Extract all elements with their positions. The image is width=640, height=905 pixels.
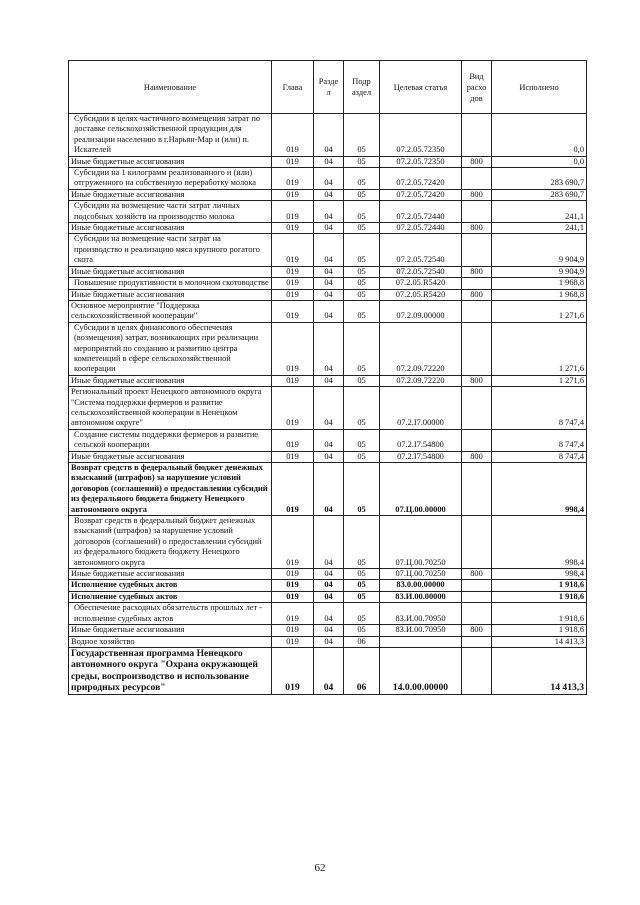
budget-table-container xyxy=(68,60,586,695)
row-name: Иные бюджетные ассигнования xyxy=(69,375,272,386)
row-vid: 800 xyxy=(462,156,492,167)
row-glava: 019 xyxy=(272,278,314,289)
table-row xyxy=(69,625,587,636)
row-name: Иные бюджетные ассигнования xyxy=(69,189,272,200)
row-vid: 800 xyxy=(462,625,492,636)
row-sum: 1 271,6 xyxy=(492,375,587,386)
row-razdel: 04 xyxy=(314,625,344,636)
row-vid xyxy=(462,201,492,223)
row-glava: 019 xyxy=(272,156,314,167)
row-name: Субсидии в целях частичного возмещения затрат по доставке сельскохозяйственной продукции для реализации населению в г.Нарьян-Мар и (или) п. Искателей xyxy=(69,114,272,157)
row-razdel: 04 xyxy=(314,223,344,234)
row-podrazdel: 05 xyxy=(344,156,380,167)
row-vid xyxy=(462,300,492,322)
row-podrazdel: 05 xyxy=(344,223,380,234)
header-podrazdel: Подр аздел xyxy=(344,61,380,114)
row-razdel: 04 xyxy=(314,289,344,300)
row-target xyxy=(380,636,462,647)
row-podrazdel: 05 xyxy=(344,603,380,625)
row-name: Иные бюджетные ассигнования xyxy=(69,156,272,167)
row-razdel: 04 xyxy=(314,429,344,451)
row-podrazdel: 05 xyxy=(344,168,380,190)
row-razdel: 04 xyxy=(314,234,344,266)
header-done: Исполнено xyxy=(492,61,587,114)
table-body xyxy=(69,114,587,695)
row-sum: 1 918,6 xyxy=(492,625,587,636)
row-name: Иные бюджетные ассигнования xyxy=(69,569,272,580)
row-podrazdel: 05 xyxy=(344,580,380,591)
row-vid: 800 xyxy=(462,451,492,462)
row-razdel: 04 xyxy=(314,189,344,200)
row-glava: 019 xyxy=(272,603,314,625)
row-vid xyxy=(462,603,492,625)
table-row xyxy=(69,201,587,223)
table-row xyxy=(69,463,587,516)
row-name: Обеспечение расходных обязательств прошлых лет - исполнение судебных актов xyxy=(69,603,272,625)
row-vid xyxy=(462,278,492,289)
table-row xyxy=(69,322,587,375)
row-sum: 0,0 xyxy=(492,114,587,157)
row-glava: 019 xyxy=(272,300,314,322)
row-razdel: 04 xyxy=(314,114,344,157)
row-sum: 998,4 xyxy=(492,569,587,580)
row-target: 83.И.00.70950 xyxy=(380,603,462,625)
row-sum: 998,4 xyxy=(492,463,587,516)
row-name: Субсидии на 1 килограмм реализованного и (или) отгруженного на собственную переработку молока xyxy=(69,168,272,190)
row-podrazdel: 05 xyxy=(344,375,380,386)
row-podrazdel: 05 xyxy=(344,569,380,580)
row-vid xyxy=(462,234,492,266)
row-target: 07.Ц.00.00000 xyxy=(380,463,462,516)
row-glava: 019 xyxy=(272,168,314,190)
row-target: 07.2.09.00000 xyxy=(380,300,462,322)
row-podrazdel: 05 xyxy=(344,266,380,277)
row-name: Иные бюджетные ассигнования xyxy=(69,451,272,462)
row-glava: 019 xyxy=(272,463,314,516)
row-name: Основное мероприятие "Поддержка сельскохозяйственной кооперации" xyxy=(69,300,272,322)
table-row xyxy=(69,266,587,277)
row-target: 07.2.05.72350 xyxy=(380,114,462,157)
row-target: 83.И.00.70950 xyxy=(380,625,462,636)
table-row xyxy=(69,387,587,430)
row-target: 07.2.05.R5420 xyxy=(380,278,462,289)
row-vid xyxy=(462,591,492,602)
table-row xyxy=(69,580,587,591)
page-number: 62 xyxy=(314,862,326,874)
row-glava: 019 xyxy=(272,451,314,462)
row-razdel: 04 xyxy=(314,375,344,386)
row-glava: 019 xyxy=(272,591,314,602)
row-vid: 800 xyxy=(462,266,492,277)
row-name: Субсидии на возмещение части затрат на производство и реализацию мяса крупного рогатого скота xyxy=(69,234,272,266)
row-sum: 0,0 xyxy=(492,156,587,167)
row-podrazdel: 05 xyxy=(344,387,380,430)
row-target: 07.2.05.72440 xyxy=(380,223,462,234)
row-sum: 283 690,7 xyxy=(492,189,587,200)
row-target: 07.2.09.72220 xyxy=(380,375,462,386)
row-vid xyxy=(462,463,492,516)
table-header-row xyxy=(69,61,587,114)
row-name: Повышение продуктивности в молочном скотоводстве xyxy=(69,278,272,289)
table-row xyxy=(69,114,587,157)
row-name: Исполнение судебных актов xyxy=(69,580,272,591)
row-name: Возврат средств в федеральный бюджет денежных взысканий (штрафов) за нарушение условий договоров (соглашений) о предоставлении субсидий из федерального бюджета бюджету Ненецкого автономного округа xyxy=(69,463,272,516)
row-glava: 019 xyxy=(272,223,314,234)
row-sum: 283 690,7 xyxy=(492,168,587,190)
row-podrazdel: 05 xyxy=(344,516,380,569)
row-podrazdel: 06 xyxy=(344,647,380,694)
row-sum: 1 968,8 xyxy=(492,289,587,300)
table-row xyxy=(69,223,587,234)
table-row xyxy=(69,516,587,569)
row-sum: 9 904,9 xyxy=(492,266,587,277)
row-glava: 019 xyxy=(272,516,314,569)
row-sum: 998,4 xyxy=(492,516,587,569)
row-target: 07.Ц.00.70250 xyxy=(380,516,462,569)
row-podrazdel: 05 xyxy=(344,189,380,200)
row-podrazdel: 06 xyxy=(344,636,380,647)
row-razdel: 04 xyxy=(314,647,344,694)
row-sum: 14 413,3 xyxy=(492,647,587,694)
row-razdel: 04 xyxy=(314,451,344,462)
row-target: 83.И.00.00000 xyxy=(380,591,462,602)
row-sum: 8 747,4 xyxy=(492,451,587,462)
row-glava: 019 xyxy=(272,375,314,386)
row-name: Иные бюджетные ассигнования xyxy=(69,266,272,277)
table-row xyxy=(69,591,587,602)
row-target: 07.2.I7.00000 xyxy=(380,387,462,430)
row-name: Создание системы поддержки фермеров и развитие сельской кооперации xyxy=(69,429,272,451)
row-target: 07.2.05.72350 xyxy=(380,156,462,167)
row-vid xyxy=(462,647,492,694)
row-name: Субсидии на возмещение части затрат личных подсобных хозяйств на производство молока xyxy=(69,201,272,223)
row-sum: 1 271,6 xyxy=(492,322,587,375)
row-target: 07.2.05.72440 xyxy=(380,201,462,223)
row-podrazdel: 05 xyxy=(344,429,380,451)
row-vid xyxy=(462,322,492,375)
row-podrazdel: 05 xyxy=(344,289,380,300)
row-target: 07.2.05.72540 xyxy=(380,234,462,266)
row-razdel: 04 xyxy=(314,636,344,647)
row-name: Государственная программа Ненецкого автономного округа "Охрана окружающей среды, воспроизводство и использование природных ресурсов" xyxy=(69,647,272,694)
row-name: Субсидии в целях финансового обеспечения (возмещения) затрат, возникающих при реализации мероприятий по созданию и развитию центра компетенций в сфере сельскохозяйственной кооперации xyxy=(69,322,272,375)
row-glava: 019 xyxy=(272,189,314,200)
row-vid: 800 xyxy=(462,569,492,580)
row-razdel: 04 xyxy=(314,201,344,223)
row-vid xyxy=(462,580,492,591)
row-sum: 241,1 xyxy=(492,223,587,234)
row-target: 83.0.00.00000 xyxy=(380,580,462,591)
row-target: 07.2.05.72420 xyxy=(380,168,462,190)
row-razdel: 04 xyxy=(314,266,344,277)
row-target: 07.2.I7.54800 xyxy=(380,451,462,462)
row-podrazdel: 05 xyxy=(344,463,380,516)
row-target: 14.0.00.00000 xyxy=(380,647,462,694)
row-sum: 1 918,6 xyxy=(492,580,587,591)
row-sum: 8 747,4 xyxy=(492,387,587,430)
row-glava: 019 xyxy=(272,266,314,277)
row-glava: 019 xyxy=(272,234,314,266)
table-row xyxy=(69,429,587,451)
row-name: Иные бюджетные ассигнования xyxy=(69,223,272,234)
row-podrazdel: 05 xyxy=(344,591,380,602)
table-row xyxy=(69,278,587,289)
row-glava: 019 xyxy=(272,289,314,300)
row-glava: 019 xyxy=(272,625,314,636)
row-sum: 8 747,4 xyxy=(492,429,587,451)
row-vid xyxy=(462,168,492,190)
row-podrazdel: 05 xyxy=(344,201,380,223)
row-sum: 1 271,6 xyxy=(492,300,587,322)
row-razdel: 04 xyxy=(314,387,344,430)
row-razdel: 04 xyxy=(314,463,344,516)
row-razdel: 04 xyxy=(314,322,344,375)
row-glava: 019 xyxy=(272,201,314,223)
row-name: Исполнение судебных актов xyxy=(69,591,272,602)
row-razdel: 04 xyxy=(314,156,344,167)
row-target: 07.2.09.72220 xyxy=(380,322,462,375)
row-name: Возврат средств в федеральный бюджет денежных взысканий (штрафов) за нарушение условий договоров (соглашений) о предоставлении субсидий из федерального бюджета бюджету Ненецкого автономного округа xyxy=(69,516,272,569)
row-name: Водное хозяйство xyxy=(69,636,272,647)
header-glava: Глава xyxy=(272,61,314,114)
row-sum: 14 413,3 xyxy=(492,636,587,647)
table-row xyxy=(69,189,587,200)
row-sum: 241,1 xyxy=(492,201,587,223)
row-target: 07.2.05.72420 xyxy=(380,189,462,200)
row-podrazdel: 05 xyxy=(344,625,380,636)
table-row xyxy=(69,156,587,167)
table-row xyxy=(69,168,587,190)
row-razdel: 04 xyxy=(314,603,344,625)
row-razdel: 04 xyxy=(314,278,344,289)
table-row xyxy=(69,289,587,300)
row-vid xyxy=(462,636,492,647)
row-target: 07.2.05.72540 xyxy=(380,266,462,277)
row-podrazdel: 05 xyxy=(344,300,380,322)
table-row xyxy=(69,375,587,386)
row-glava: 019 xyxy=(272,647,314,694)
row-glava: 019 xyxy=(272,580,314,591)
row-razdel: 04 xyxy=(314,580,344,591)
table-row xyxy=(69,569,587,580)
table-row xyxy=(69,636,587,647)
table-row xyxy=(69,603,587,625)
row-name: Иные бюджетные ассигнования xyxy=(69,289,272,300)
row-razdel: 04 xyxy=(314,168,344,190)
row-vid xyxy=(462,114,492,157)
table-row xyxy=(69,300,587,322)
row-glava: 019 xyxy=(272,569,314,580)
row-name: Региональный проект Ненецкого автономного округа "Система поддержки фермеров и развитие сельскохозяйственной кооперации в Ненецком автономном округе" xyxy=(69,387,272,430)
row-glava: 019 xyxy=(272,322,314,375)
row-sum: 9 904,9 xyxy=(492,234,587,266)
row-vid xyxy=(462,516,492,569)
row-razdel: 04 xyxy=(314,591,344,602)
row-razdel: 04 xyxy=(314,516,344,569)
row-vid: 800 xyxy=(462,375,492,386)
row-sum: 1 968,8 xyxy=(492,278,587,289)
row-razdel: 04 xyxy=(314,569,344,580)
row-glava: 019 xyxy=(272,387,314,430)
table-row xyxy=(69,451,587,462)
row-sum: 1 918,6 xyxy=(492,603,587,625)
header-vid: Вид расхо дов xyxy=(462,61,492,114)
row-razdel: 04 xyxy=(314,300,344,322)
table-row xyxy=(69,647,587,694)
row-target: 07.Ц.00.70250 xyxy=(380,569,462,580)
row-vid xyxy=(462,387,492,430)
row-sum: 1 918,6 xyxy=(492,591,587,602)
row-target: 07.2.I7.54800 xyxy=(380,429,462,451)
row-glava: 019 xyxy=(272,429,314,451)
row-glava: 019 xyxy=(272,114,314,157)
budget-table xyxy=(68,60,587,695)
row-vid: 800 xyxy=(462,223,492,234)
row-podrazdel: 05 xyxy=(344,114,380,157)
row-vid xyxy=(462,429,492,451)
row-podrazdel: 05 xyxy=(344,322,380,375)
row-name: Иные бюджетные ассигнования xyxy=(69,625,272,636)
table-row xyxy=(69,234,587,266)
row-vid: 800 xyxy=(462,289,492,300)
row-podrazdel: 05 xyxy=(344,234,380,266)
row-vid: 800 xyxy=(462,189,492,200)
row-target: 07.2.05.R5420 xyxy=(380,289,462,300)
row-podrazdel: 05 xyxy=(344,278,380,289)
row-glava: 019 xyxy=(272,636,314,647)
header-name: Наименование xyxy=(69,61,272,114)
header-razdel: Разде л xyxy=(314,61,344,114)
header-target: Целевая статья xyxy=(380,61,462,114)
row-podrazdel: 05 xyxy=(344,451,380,462)
